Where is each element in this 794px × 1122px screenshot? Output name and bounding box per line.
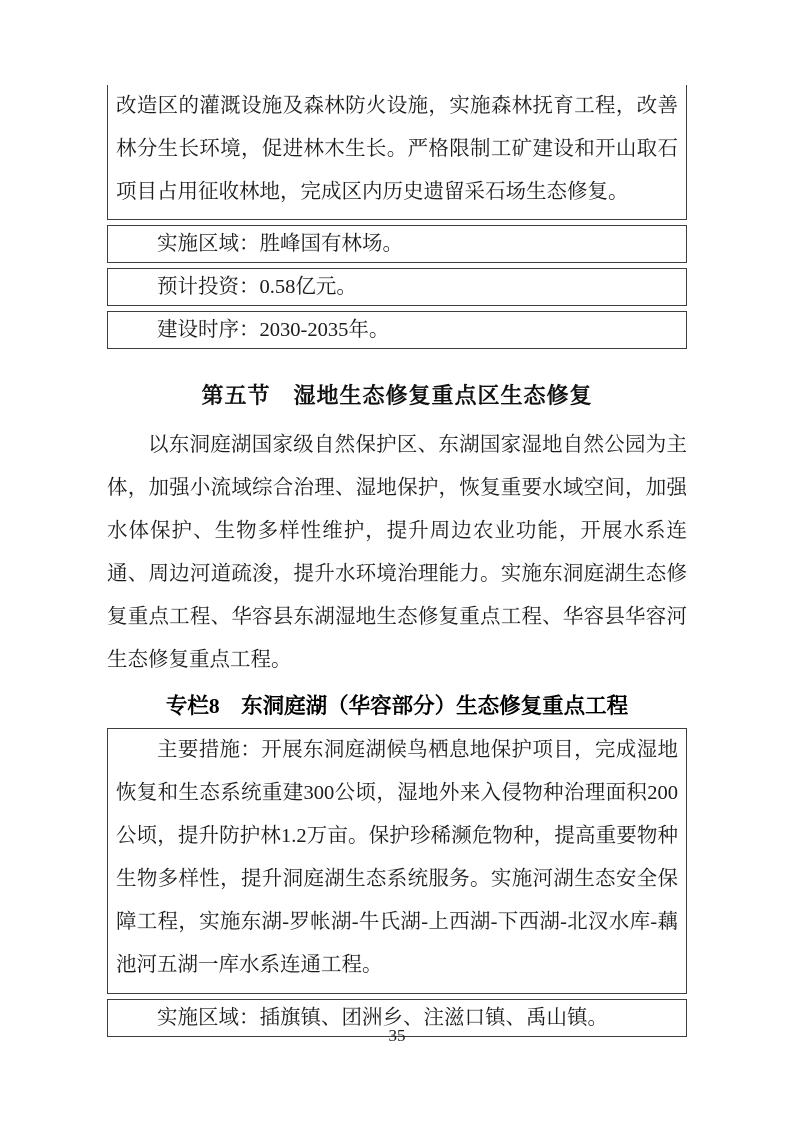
page-number: 35 bbox=[388, 1026, 406, 1045]
callout-cell-main-measures: 主要措施：开展东洞庭湖候鸟栖息地保护项目，完成湿地恢复和生态系统重建300公顷，湿地外来入侵物种治理面积200公顷，提升防护林1.2万亩。保护珍稀濒危物种，提高重要物种生物多样性，提升洞庭湖生态系统服务。实施河湖生态安全保障工程，实施东湖-罗帐湖-牛氏湖-上西湖-下西湖-北汊水库-藕池河五湖一库水系连通工程。 bbox=[107, 728, 687, 994]
section-heading: 第五节 湿地生态修复重点区生态修复 bbox=[201, 383, 593, 408]
table-row-estimated-investment: 预计投资：0.58亿元。 bbox=[107, 268, 687, 306]
table-row-construction-schedule: 建设时序：2030-2035年。 bbox=[107, 311, 687, 349]
section-paragraph: 以东洞庭湖国家级自然保护区、东湖国家湿地自然公园为主体，加强小流域综合治理、湿地保护，恢复重要水域空间，加强水体保护、生物多样性维护，提升周边农业功能，开展水系连通、周边河道疏浚，提升水环境治理能力。实施东洞庭湖生态修复重点工程、华容县东湖湿地生态修复重点工程、华容县华容河生态修复重点工程。 bbox=[107, 434, 687, 671]
page-content bbox=[107, 85, 687, 1037]
callout-row-implementation-area: 实施区域：插旗镇、团洲乡、注滋口镇、禹山镇。 bbox=[107, 999, 687, 1037]
table-cell-measures-continued: 改造区的灌溉设施及森林防火设施，实施森林抚育工程，改善林分生长环境，促进林木生长。严格限制工矿建设和开山取石项目占用征收林地，完成区内历史遗留采石场生态修复。 bbox=[107, 85, 687, 220]
callout-box-title: 专栏8 东洞庭湖（华容部分）生态修复重点工程 bbox=[165, 694, 629, 718]
table-row-implementation-area: 实施区域：胜峰国有林场。 bbox=[107, 225, 687, 263]
